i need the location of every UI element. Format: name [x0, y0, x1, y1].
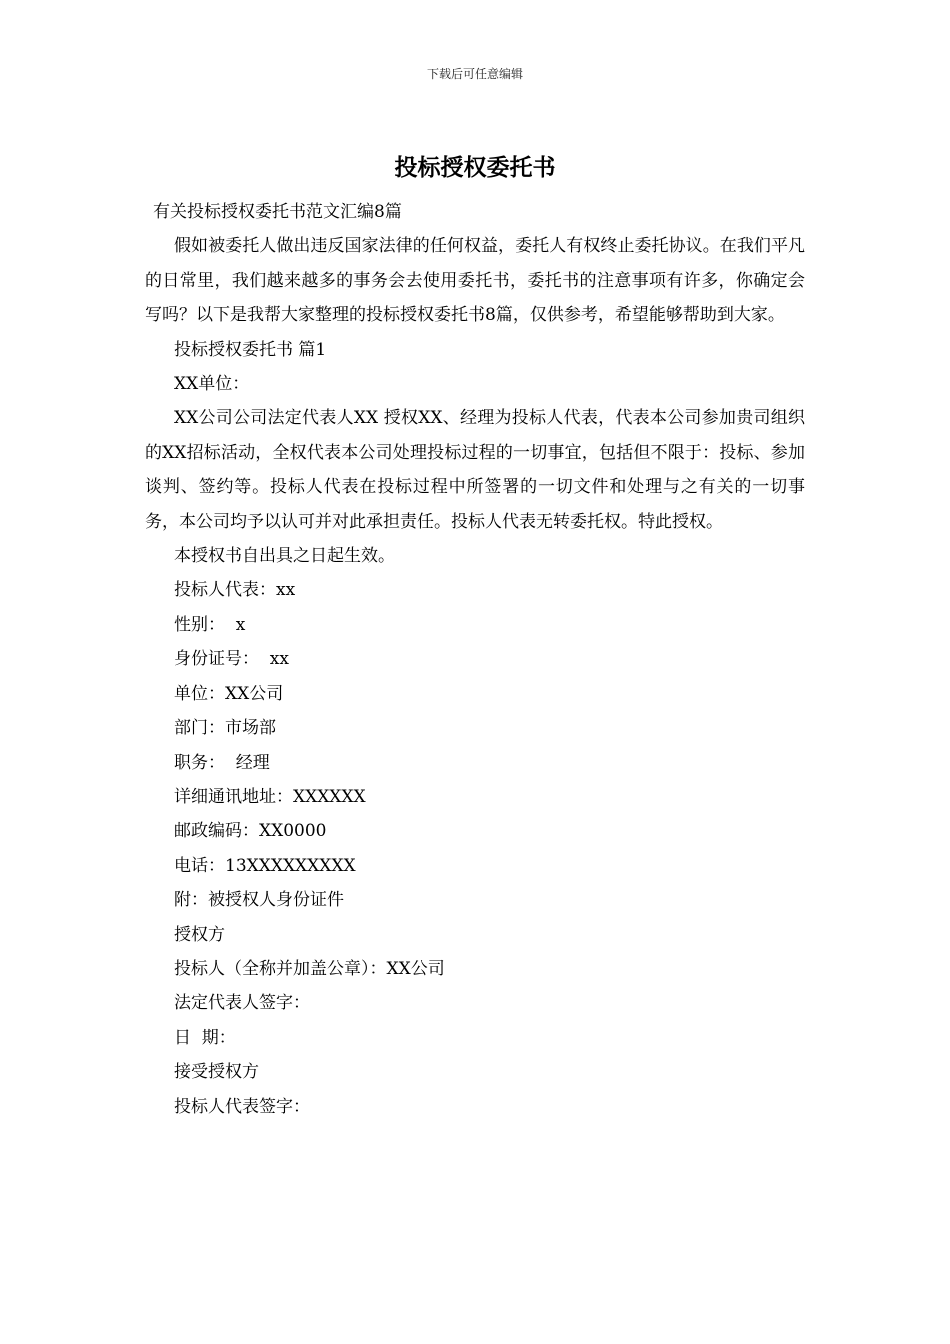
- field-id-number: 身份证号： xx: [174, 649, 289, 670]
- field-phone: 电话：13XXXXXXXXX: [174, 855, 356, 876]
- field-attachment: 附：被授权人身份证件: [174, 890, 344, 911]
- addressee: XX单位：: [174, 374, 250, 395]
- field-postal-code: 邮政编码：XX0000: [174, 821, 327, 842]
- authorization-paragraph: XX公司公司法定代表人XX 授权XX、经理为投标人代表，代表本公司参加贵司组织的XX招标活动，全权代表本公司处理投标过程的一切事宜，包括但不限于：投标、参加谈判、签约等。投标人代表在投标过程中所签署的一切文件和处理与之有关的一切事务，本公司均予以认可并对此承担责任。投标人代表无转委托权。特此授权。: [145, 408, 805, 532]
- field-bidder-seal: 投标人（全称并加盖公章）：XX公司: [174, 958, 445, 979]
- document-subtitle: 有关投标授权委托书范文汇编8篇: [153, 202, 402, 222]
- field-date: 日 期：: [174, 1027, 236, 1048]
- field-legal-rep-signature: 法定代表人签字：: [174, 993, 310, 1014]
- field-department: 部门：市场部: [174, 718, 276, 739]
- document-body: [145, 195, 805, 1124]
- section-heading: 投标授权委托书 篇1: [174, 339, 327, 360]
- field-company: 单位：XX公司: [174, 683, 284, 704]
- field-gender: 性别： x: [174, 614, 246, 635]
- document-title: 投标授权委托书: [394, 154, 556, 181]
- field-grantee-heading: 接受授权方: [174, 1062, 259, 1083]
- intro-paragraph: 假如被委托人做出违反国家法律的任何权益，委托人有权终止委托协议。在我们平凡的日常里，我们越来越多的事务会去使用委托书，委托书的注意事项有许多，你确定会写吗？以下是我帮大家整理的投标授权委托书8篇，仅供参考，希望能够帮助到大家。: [145, 236, 805, 326]
- field-grantor-heading: 授权方: [174, 924, 225, 945]
- page-header: 下载后可任意编辑: [426, 67, 523, 81]
- field-position: 职务： 经理: [174, 752, 270, 773]
- field-rep-signature: 投标人代表签字：: [174, 1096, 310, 1117]
- effective-statement: 本授权书自出具之日起生效。: [174, 546, 395, 567]
- field-representative: 投标人代表：xx: [174, 580, 296, 601]
- field-address: 详细通讯地址：XXXXXX: [174, 786, 366, 807]
